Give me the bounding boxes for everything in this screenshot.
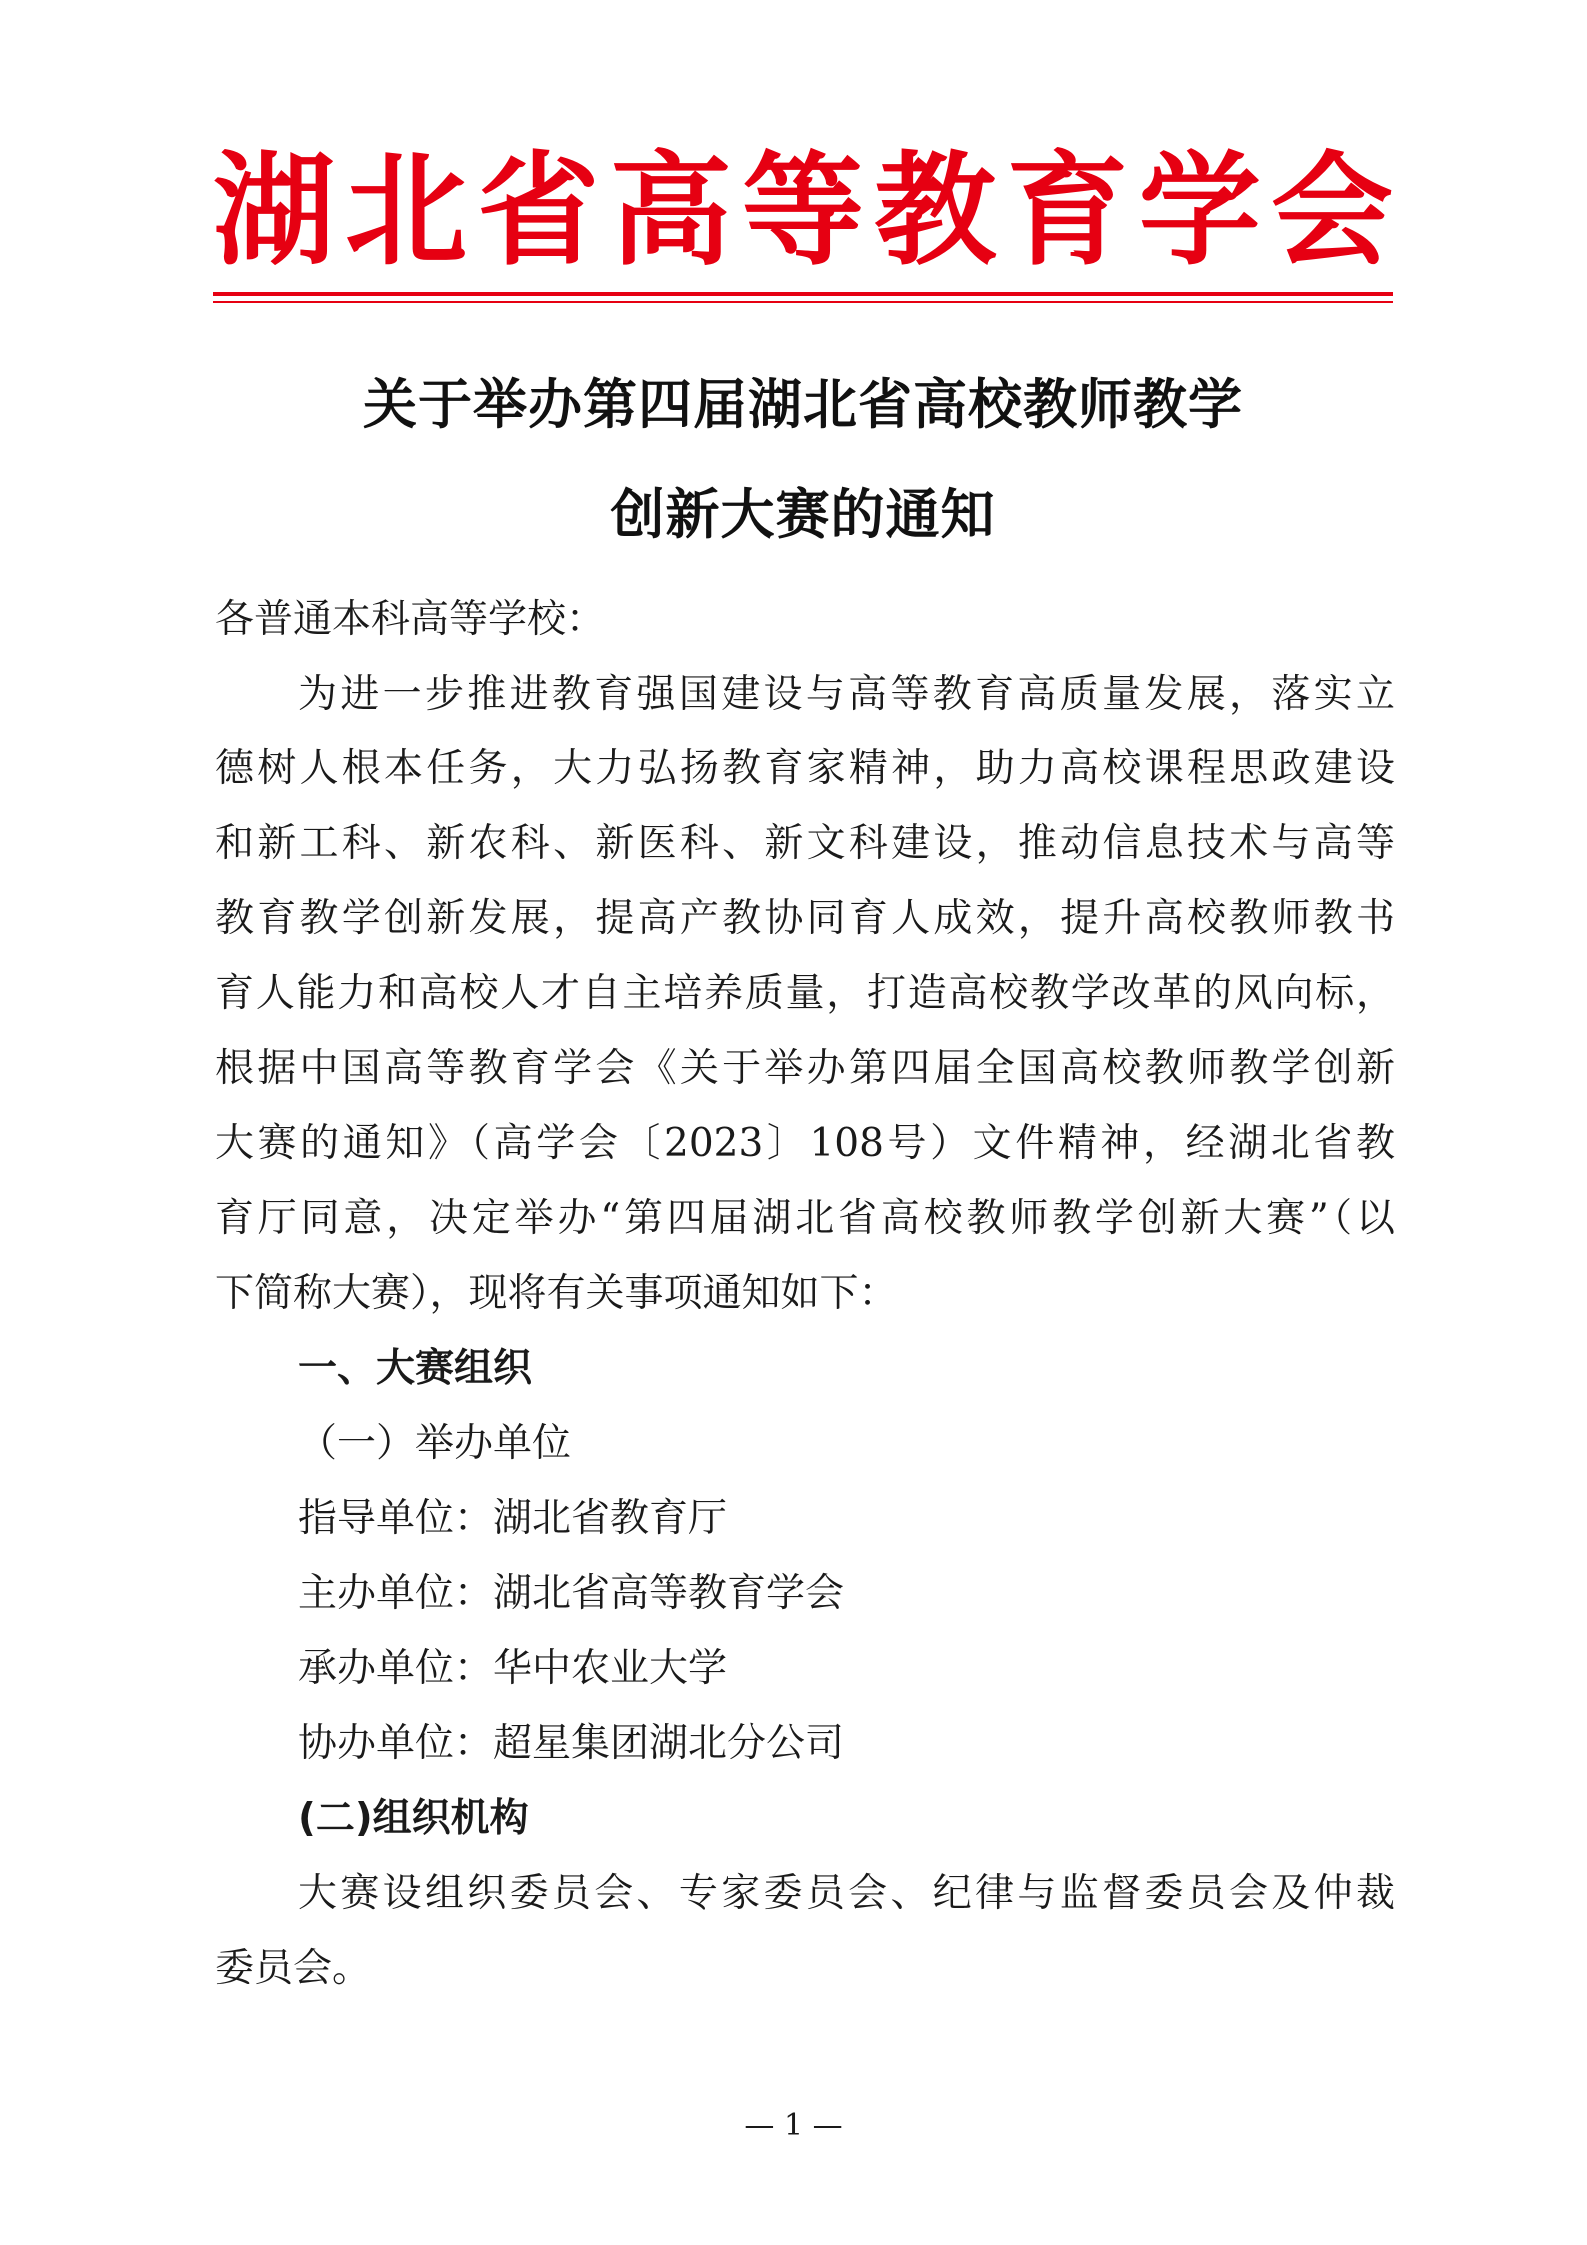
body-line: 下简称大赛），现将有关事项通知如下： xyxy=(215,1271,898,1316)
unit-item: 协办单位：超星集团湖北分公司 xyxy=(298,1721,845,1766)
body-line: 大赛设组织委员会、专家委员会、纪律与监督委员会及仲裁 xyxy=(298,1871,1395,1916)
org-char: 省 xyxy=(477,138,600,282)
org-char: 教 xyxy=(874,138,997,282)
body-line: 教育教学创新发展，提高产教协同育人成效，提升高校教师教书 xyxy=(215,896,1395,941)
unit-item: 主办单位：湖北省高等教育学会 xyxy=(298,1571,845,1616)
org-char: 会 xyxy=(1271,138,1393,282)
body-line: 育厅同意，决定举办“第四届湖北省高校教师教学创新大赛”（以 xyxy=(215,1196,1395,1241)
subsection-heading: (二)组织机构 xyxy=(298,1796,529,1841)
salutation: 各普通本科高等学校： xyxy=(215,597,606,642)
org-char: 学 xyxy=(1138,138,1261,282)
unit-item: 指导单位：湖北省教育厅 xyxy=(298,1496,728,1541)
org-char: 育 xyxy=(1006,138,1129,282)
section-heading: 一、大赛组织 xyxy=(298,1346,533,1391)
header-divider-thin xyxy=(213,301,1393,303)
org-letterhead xyxy=(213,135,1393,285)
body-line: 根据中国高等教育学会《关于举办第四届全国高校教师教学创新 xyxy=(215,1046,1395,1091)
body-line: 育人能力和高校人才自主培养质量，打造高校教学改革的风向标， xyxy=(215,971,1395,1016)
page-number: — 1 — xyxy=(744,2108,843,2143)
header-divider-thick xyxy=(213,292,1393,296)
unit-item: 承办单位：华中农业大学 xyxy=(298,1646,728,1691)
document-title-line-1: 关于举办第四届湖北省高校教师教学 xyxy=(363,373,1243,436)
body-line: 和新工科、新农科、新医科、新文科建设，推动信息技术与高等 xyxy=(215,821,1395,866)
body-line: 大赛的通知》（高学会〔2023〕108号）文件精神，经湖北省教 xyxy=(215,1121,1395,1166)
org-char: 等 xyxy=(742,138,864,282)
subsection-heading: （一）举办单位 xyxy=(298,1421,572,1466)
org-char: 高 xyxy=(609,138,732,282)
org-char: 湖 xyxy=(213,138,335,282)
org-char: 北 xyxy=(345,138,468,282)
body-line: 为进一步推进教育强国建设与高等教育高质量发展，落实立 xyxy=(298,672,1395,717)
body-line: 委员会。 xyxy=(215,1946,372,1991)
document-title-line-2: 创新大赛的通知 xyxy=(610,483,996,546)
body-line: 德树人根本任务，大力弘扬教育家精神，助力高校课程思政建设 xyxy=(215,746,1395,791)
